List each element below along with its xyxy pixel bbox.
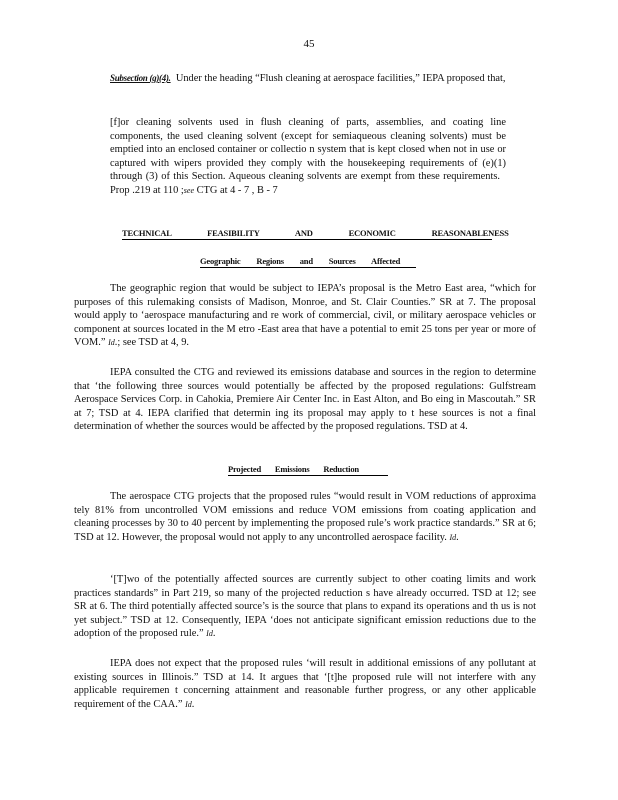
paragraph-emissions-tail: .: [191, 698, 195, 710]
section-heading-text: TECHNICAL FEASIBILITY AND ECONOMIC REASONABLENESS: [122, 228, 509, 238]
section-heading: [122, 228, 509, 240]
paragraph-sources-tail: .: [212, 628, 216, 640]
subheading-geographic-text: Geographic Regions and Sources Affected: [200, 256, 416, 268]
intro-paragraph: [74, 72, 542, 86]
paragraph-projections-tail: .: [456, 531, 459, 543]
paragraph-projections: [74, 490, 536, 544]
paragraph-geographic-text: The geographic region that would be subject to IEPA’s proposal is the Metro East area, “which for purposes of this rulemaking consists of Madison, Monroe, and St. Clair Counties.” SR at 7. The proposal would apply to ‘aerospace manufacturing and re work of commercial, civil, or military aerospace vehicles or component at sources located in the M etro -East area that have a potential to emit 25 tons per year or more of VOM.”: [74, 283, 536, 349]
subheading-geographic: [200, 256, 416, 268]
block-quote: [110, 116, 506, 198]
quote-cite: Prop .219 at 110 ;: [110, 184, 184, 196]
quote-text: [f]or cleaning solvents used in flush cleaning of parts, assemblies, and coating line components, the used cleaning solvent (except for semiaqueous cleaning solvents) must be emptied into an enclosed container or collectio n system that is kept closed when not in use or captured with wipers provided they comply with the housekeeping requirements of (e)(1) through (3) of this Section. Aqueous cleaning solvents are exempt from these requirements.: [110, 117, 506, 183]
subsection-label: Subsection (g)(4).: [110, 73, 171, 83]
paragraph-emissions: [74, 657, 536, 711]
paragraph-geographic-tail: .; see TSD at 4, 9.: [114, 337, 190, 349]
paragraph-projections-text: The aerospace CTG projects that the proposed rules “would result in VOM reductions of approxima tely 81% from uncontrolled VOM emissions and reduce VOM emissions from coating application and cleaning processes by 30 to 40 percent by implementing the proposed rule’s work practice standards.” SR at 6; TSD at 12. However, the proposal would not apply to any uncontrolled aerospace facility.: [74, 491, 536, 543]
id-citation: Id: [108, 338, 115, 348]
paragraph-consulted: [74, 366, 536, 434]
quote-cite-see: see: [183, 185, 195, 195]
paragraph-sources: [74, 573, 536, 641]
id-citation: Id: [185, 699, 192, 709]
subheading-projected-text: Projected Emissions Reduction: [228, 464, 388, 476]
page-number: 45: [303, 38, 315, 50]
paragraph-sources-text: ‘[T]wo of the potentially affected sources are currently subject to other coating limits and work practices standards” in Part 219, so many of the projected reduction s have already occurred. TSD at 12; see SR at 6. The third potentially affected source’s is the source that plans to expand its operations and th us is not yet subject.” TSD at 12. Consequently, IEPA ‘does not anticipate significant emission reductions due to the adoption of the proposed rule.”: [74, 574, 536, 640]
intro-text: Under the heading “Flush cleaning at aerospace facilities,” IEPA proposed that,: [175, 73, 506, 84]
id-citation: Id: [449, 532, 457, 542]
paragraph-consulted-text: IEPA consulted the CTG and reviewed its emissions database and sources in the region to determine that ‘the following three sources would potentially be affected by the proposed regulations: Gulfstream Aerospace Services Corp. in Cahokia, Premiere Air Center Inc. in East Alton, and Bo eing in Mascoutah.” SR at 7; TSD at 4. IEPA clarified that determin ing its proposal may apply to t hese sources is not a final determination of whether the sources would be affected by the proposed regulations. TSD at 4.: [74, 367, 536, 433]
paragraph-geographic: [74, 282, 536, 350]
id-citation: Id: [206, 629, 213, 639]
paragraph-emissions-text: IEPA does not expect that the proposed rules ‘will result in additional emissions of any pollutant at existing sources in Illinois.” TSD at 14. It argues that ‘[t]he proposed rule will not interfere with any applicable requiremen t concerning attainment and reasonable further progress, or any other applicable requirement of the CAA.”: [74, 658, 536, 710]
quote-cite-tail: CTG at 4 - 7 , B - 7: [196, 184, 278, 196]
subheading-projected: [228, 464, 388, 476]
